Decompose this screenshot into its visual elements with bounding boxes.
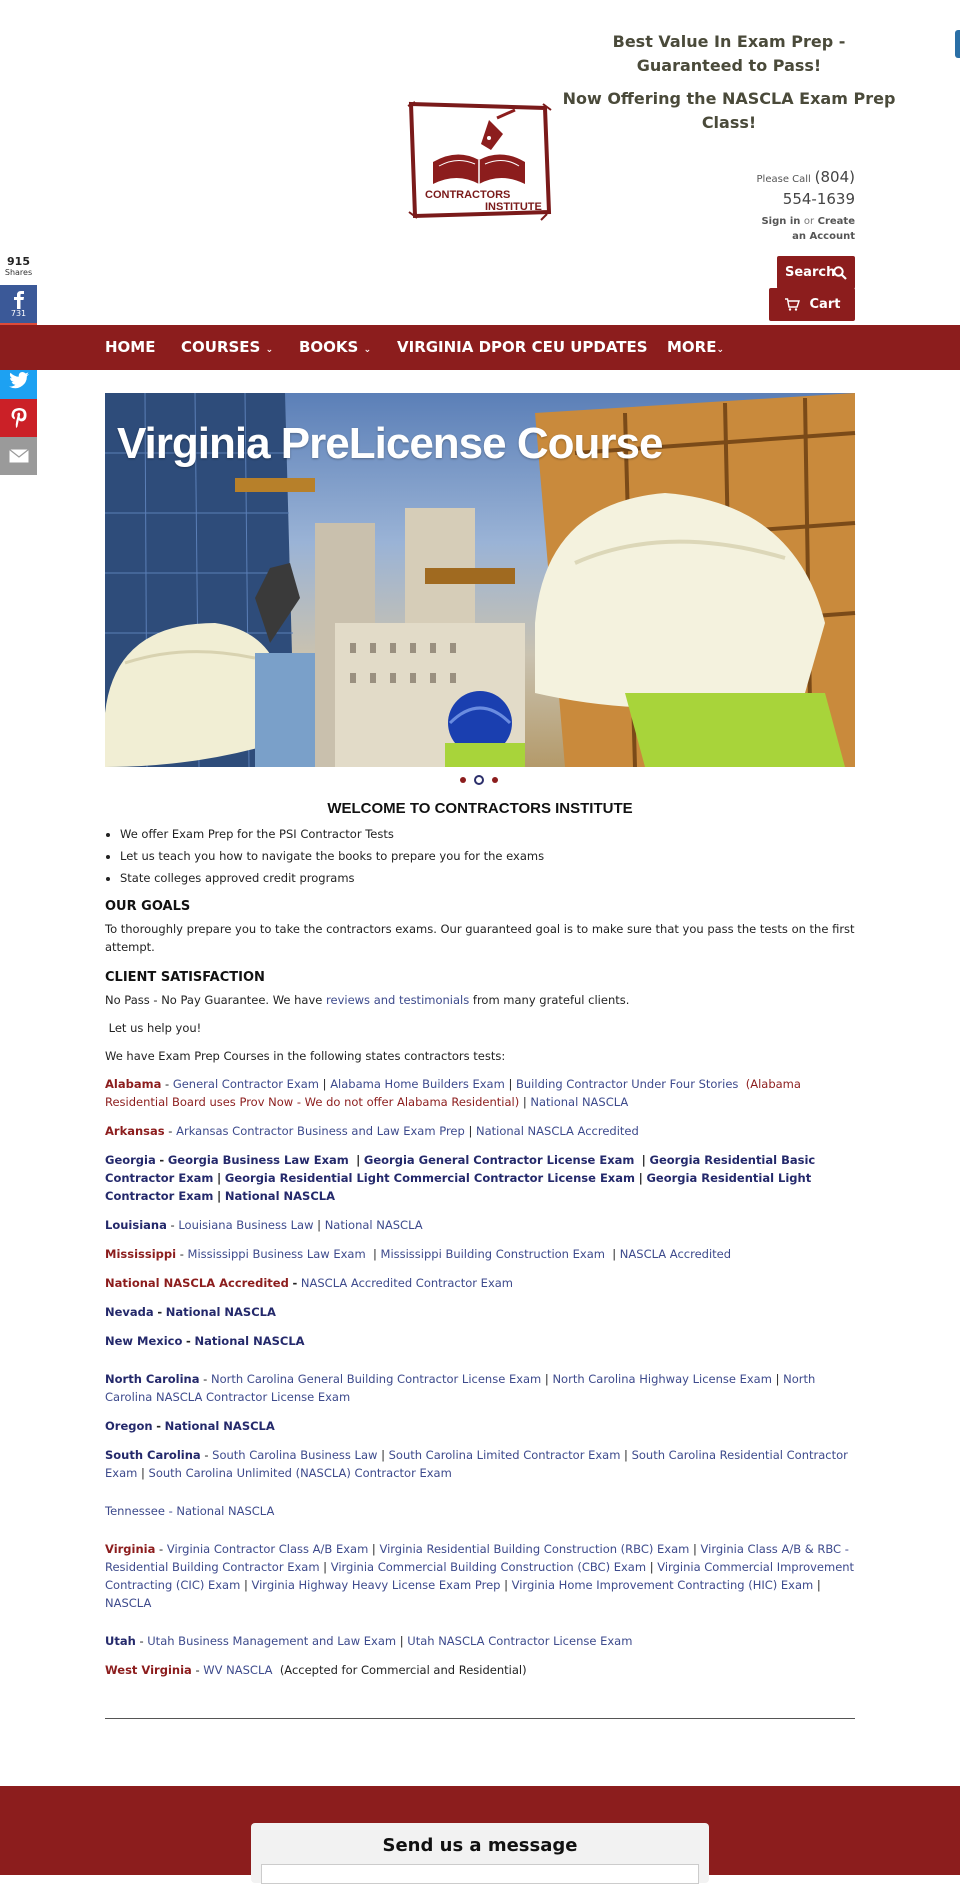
hero-title: Virginia PreLicense Course: [117, 419, 663, 468]
exam-link[interactable]: South Carolina Unlimited (NASCLA) Contractor Exam: [148, 1466, 452, 1480]
exam-link[interactable]: North Carolina NASCLA Contractor License Exam: [105, 1372, 816, 1404]
state-name: North Carolina: [105, 1372, 200, 1386]
contact-form: [251, 1823, 709, 1883]
reviews-link[interactable]: reviews and testimonials: [326, 993, 470, 1007]
exam-link[interactable]: Building Contractor Under Four Stories: [516, 1077, 739, 1091]
exam-link[interactable]: South Carolina Limited Contractor Exam: [388, 1448, 621, 1462]
slide-dot-2[interactable]: [474, 775, 484, 785]
nav-home[interactable]: [105, 325, 155, 370]
exam-link[interactable]: Louisiana Business Law: [178, 1218, 314, 1232]
share-counter: [0, 255, 37, 277]
exam-link[interactable]: Virginia Class A/B & RBC - Residential Building Contractor Exam: [105, 1542, 849, 1574]
state-name: Tennessee: [105, 1504, 165, 1518]
exam-link[interactable]: Virginia Contractor Class A/B Exam: [166, 1542, 369, 1556]
phone-area-code: (804): [814, 168, 855, 186]
exam-link[interactable]: Utah NASCLA Contractor License Exam: [407, 1634, 633, 1648]
list-item: • We offer Exam Prep for the PSI Contractor Tests: [120, 827, 855, 841]
state-tennessee: Tennessee - National NASCLA: [105, 1504, 275, 1518]
exam-link[interactable]: Mississippi Building Construction Exam: [380, 1247, 605, 1261]
content-divider: [105, 1718, 855, 1719]
chevron-down-icon: ⌄: [363, 345, 372, 355]
state-name: Georgia: [105, 1153, 156, 1167]
nav-more-label: MORE: [667, 338, 717, 356]
search-icon: [833, 266, 847, 280]
phone-number[interactable]: 554-1639: [782, 190, 855, 208]
exam-link[interactable]: National NASCLA: [324, 1218, 423, 1232]
nav-home-label: HOME: [105, 338, 156, 356]
exam-link[interactable]: NASCLA Accredited: [619, 1247, 732, 1261]
slideshow-dots: [460, 775, 498, 785]
exam-link[interactable]: Georgia General Contractor License Exam: [363, 1153, 635, 1167]
create-account-link[interactable]: Create an Account: [792, 216, 855, 242]
exam-link[interactable]: National NASCLA: [224, 1189, 335, 1203]
goals-text: To thoroughly prepare you to take the contractors exams. Our guaranteed goal is to make sure that you pass the tests on the first attempt.: [105, 922, 855, 954]
logo-line1: CONTRACTORS: [425, 189, 511, 201]
phone-block: [757, 168, 855, 208]
exam-link[interactable]: North Carolina Highway License Exam: [552, 1372, 772, 1386]
state-name: Oregon: [105, 1419, 153, 1433]
state-name: Mississippi: [105, 1247, 177, 1261]
hero-slideshow[interactable]: [105, 393, 855, 767]
exam-link[interactable]: National NASCLA: [176, 1504, 275, 1518]
exam-link[interactable]: Mississippi Business Law Exam: [187, 1247, 366, 1261]
nav-courses-label: COURSES: [181, 338, 261, 356]
welcome-heading: WELCOME TO CONTRACTORS INSTITUTE: [327, 800, 633, 817]
exam-link[interactable]: Virginia Commercial Improvement Contracting (CIC) Exam: [105, 1560, 855, 1592]
share-count-number: 915: [7, 255, 30, 268]
state-new-mexico: New Mexico - National NASCLA: [105, 1334, 305, 1348]
nav-dpor-label: VIRGINIA DPOR CEU UPDATES: [397, 338, 648, 356]
satisfaction-pre: No Pass - No Pay Guarantee. We have: [105, 993, 327, 1007]
exam-link[interactable]: Virginia Home Improvement Contracting (HIC) Exam: [511, 1578, 814, 1592]
state-alabama: Alabama - General Contractor Exam | Alabama Home Builders Exam | Building Contractor Under Four Stories (Alabama Residential Board uses Prov Now - We do not offer Alabama Residential) | National NASCLA: [105, 1077, 801, 1109]
feedback-tab[interactable]: [955, 30, 960, 58]
list-item: • State colleges approved credit programs: [120, 871, 855, 885]
tagline-guaranteed: Best Value In Exam Prep - Guaranteed to Pass!: [612, 32, 846, 75]
exam-link[interactable]: Georgia Residential Basic Contractor Exam: [105, 1153, 816, 1185]
email-share-button[interactable]: [0, 437, 37, 475]
state-name: South Carolina: [105, 1448, 201, 1462]
pinterest-share-button[interactable]: [0, 399, 37, 437]
states-intro: We have Exam Prep Courses in the following states contractors tests:: [105, 1049, 506, 1063]
contact-form-title: Send us a message: [382, 1835, 578, 1856]
search-button[interactable]: [777, 256, 855, 289]
state-name: Louisiana: [105, 1218, 167, 1232]
exam-link[interactable]: Georgia Residential Light Contractor Exam: [105, 1171, 812, 1203]
state-name: Arkansas: [105, 1124, 165, 1138]
satisfaction-post: from many grateful clients.: [469, 993, 630, 1007]
exam-link[interactable]: Virginia Highway Heavy License Exam Prep: [251, 1578, 501, 1592]
state-west-virginia: West Virginia - WV NASCLA (Accepted for Commercial and Residential): [105, 1663, 527, 1677]
site-logo[interactable]: [405, 100, 555, 222]
main-content: [105, 800, 855, 1690]
cart-label: Cart: [809, 297, 841, 312]
state-name: National NASCLA Accredited: [105, 1276, 289, 1290]
tagline-nascla: Now Offering the NASCLA Exam Prep Class!: [562, 89, 896, 132]
envelope-icon: [9, 449, 29, 463]
state-national-nascla: National NASCLA Accredited - NASCLA Accredited Contractor Exam: [105, 1276, 514, 1290]
twitter-icon: [9, 372, 29, 388]
main-navigation: [0, 325, 960, 370]
exam-link[interactable]: South Carolina Business Law: [212, 1448, 378, 1462]
slide-dot-3[interactable]: [492, 777, 498, 783]
contact-name-input[interactable]: [261, 1864, 699, 1884]
nav-books[interactable]: [299, 325, 371, 370]
exam-link[interactable]: Georgia Residential Light Commercial Contractor License Exam: [224, 1171, 635, 1185]
facebook-share-count: 731: [10, 308, 27, 318]
search-label: Search: [785, 265, 836, 280]
nav-virginia-dpor-ceu-updates[interactable]: [397, 325, 648, 370]
call-label: Please Call: [756, 174, 811, 185]
state-north-carolina: North Carolina - North Carolina General Building Contractor License Exam | North Carolina Highway License Exam | North Carolina NASCLA Contractor License Exam: [105, 1372, 816, 1404]
exam-link[interactable]: Virginia Residential Building Construction (RBC) Exam: [379, 1542, 690, 1556]
state-mississippi: Mississippi - Mississippi Business Law Exam | Mississippi Building Construction Exam | NASCLA Accredited: [105, 1247, 732, 1261]
satisfaction-text: [105, 991, 855, 1009]
state-virginia: Virginia - Virginia Contractor Class A/B Exam | Virginia Residential Building Construction (RBC) Exam | Virginia Class A/B & RBC - Residential Building Contractor Exam | Virginia Commercial Building Construction (CBC) Exam | Virginia Commercial Improvement Contracting (CIC) Exam | Virginia Highway Heavy License Exam Prep | Virginia Home Improvement Contracting (HIC) Exam | NASCLA: [105, 1542, 855, 1610]
facebook-share-button[interactable]: [0, 285, 37, 323]
nav-courses[interactable]: [181, 325, 273, 370]
share-count-label: Shares: [4, 268, 33, 277]
slide-dot-1[interactable]: [460, 777, 466, 783]
exam-link[interactable]: Utah Business Management and Law Exam: [147, 1634, 397, 1648]
chevron-down-icon: ⌄: [265, 345, 274, 355]
cart-button[interactable]: [769, 288, 855, 321]
nav-more[interactable]: [667, 325, 724, 370]
sign-in-link[interactable]: Sign in: [761, 216, 801, 227]
exam-link[interactable]: NASCLA: [105, 1596, 152, 1610]
state-utah: Utah - Utah Business Management and Law Exam | Utah NASCLA Contractor License Exam: [105, 1634, 633, 1648]
exam-link[interactable]: WV NASCLA: [203, 1663, 273, 1677]
state-name: West Virginia: [105, 1663, 192, 1677]
west-virginia-note: (Accepted for Commercial and Residential): [279, 1663, 527, 1677]
state-name: Virginia: [105, 1542, 156, 1556]
exam-link[interactable]: National NASCLA: [530, 1095, 629, 1109]
logo-line2: INSTITUTE: [485, 201, 542, 213]
chevron-down-icon: ⌄: [716, 345, 725, 355]
satisfaction-heading: CLIENT SATISFACTION: [105, 970, 265, 985]
exam-link[interactable]: North Carolina General Building Contractor License Exam: [210, 1372, 542, 1386]
help-text: Let us help you!: [105, 1021, 202, 1035]
state-name: Alabama: [105, 1077, 162, 1091]
goals-heading: OUR GOALS: [105, 899, 191, 914]
state-name: Utah: [105, 1634, 136, 1648]
exam-link[interactable]: South Carolina Residential Contractor Exam: [105, 1448, 848, 1480]
state-south-carolina: South Carolina - South Carolina Business Law | South Carolina Limited Contractor Exam | South Carolina Residential Contractor Exam | South Carolina Unlimited (NASCLA) Contractor Exam: [105, 1448, 848, 1480]
exam-link[interactable]: National NASCLA: [165, 1305, 276, 1319]
cart-icon: [784, 298, 800, 311]
facebook-icon: [13, 291, 25, 309]
state-name: Nevada: [105, 1305, 154, 1319]
exam-link[interactable]: National NASCLA Accredited: [475, 1124, 639, 1138]
benefits-list: [120, 827, 855, 885]
exam-link[interactable]: General Contractor Exam: [172, 1077, 319, 1091]
alabama-note: (Alabama Residential Board uses Prov Now - We do not offer Alabama Residential): [105, 1077, 801, 1109]
state-nevada: Nevada - National NASCLA: [105, 1305, 276, 1319]
state-georgia: Georgia - Georgia Business Law Exam | Georgia General Contractor License Exam | Georgia Residential Basic Contractor Exam | Georgia Residential Light Commercial Contractor License Exam | Georgia Residential Light Contractor Exam | National NASCLA: [105, 1153, 816, 1203]
exam-link[interactable]: Georgia Business Law Exam: [167, 1153, 349, 1167]
or-text: or: [803, 216, 815, 227]
account-links: [745, 214, 855, 244]
state-name: New Mexico: [105, 1334, 183, 1348]
exam-link[interactable]: Virginia Commercial Building Construction (CBC) Exam: [330, 1560, 647, 1574]
exam-link[interactable]: NASCLA Accredited Contractor Exam: [300, 1276, 514, 1290]
exam-link[interactable]: National NASCLA: [194, 1334, 305, 1348]
exam-link[interactable]: Arkansas Contractor Business and Law Exam Prep: [176, 1124, 465, 1138]
pinterest-icon: [11, 408, 27, 428]
state-arkansas: Arkansas - Arkansas Contractor Business and Law Exam Prep | National NASCLA Accredited: [105, 1124, 639, 1138]
exam-link[interactable]: Alabama Home Builders Exam: [330, 1077, 505, 1091]
state-louisiana: Louisiana - Louisiana Business Law | National NASCLA: [105, 1218, 423, 1232]
exam-link[interactable]: National NASCLA: [164, 1419, 275, 1433]
nav-books-label: BOOKS: [299, 338, 359, 356]
state-oregon: Oregon - National NASCLA: [105, 1419, 275, 1433]
list-item: • Let us teach you how to navigate the books to prepare you for the exams: [120, 849, 855, 863]
